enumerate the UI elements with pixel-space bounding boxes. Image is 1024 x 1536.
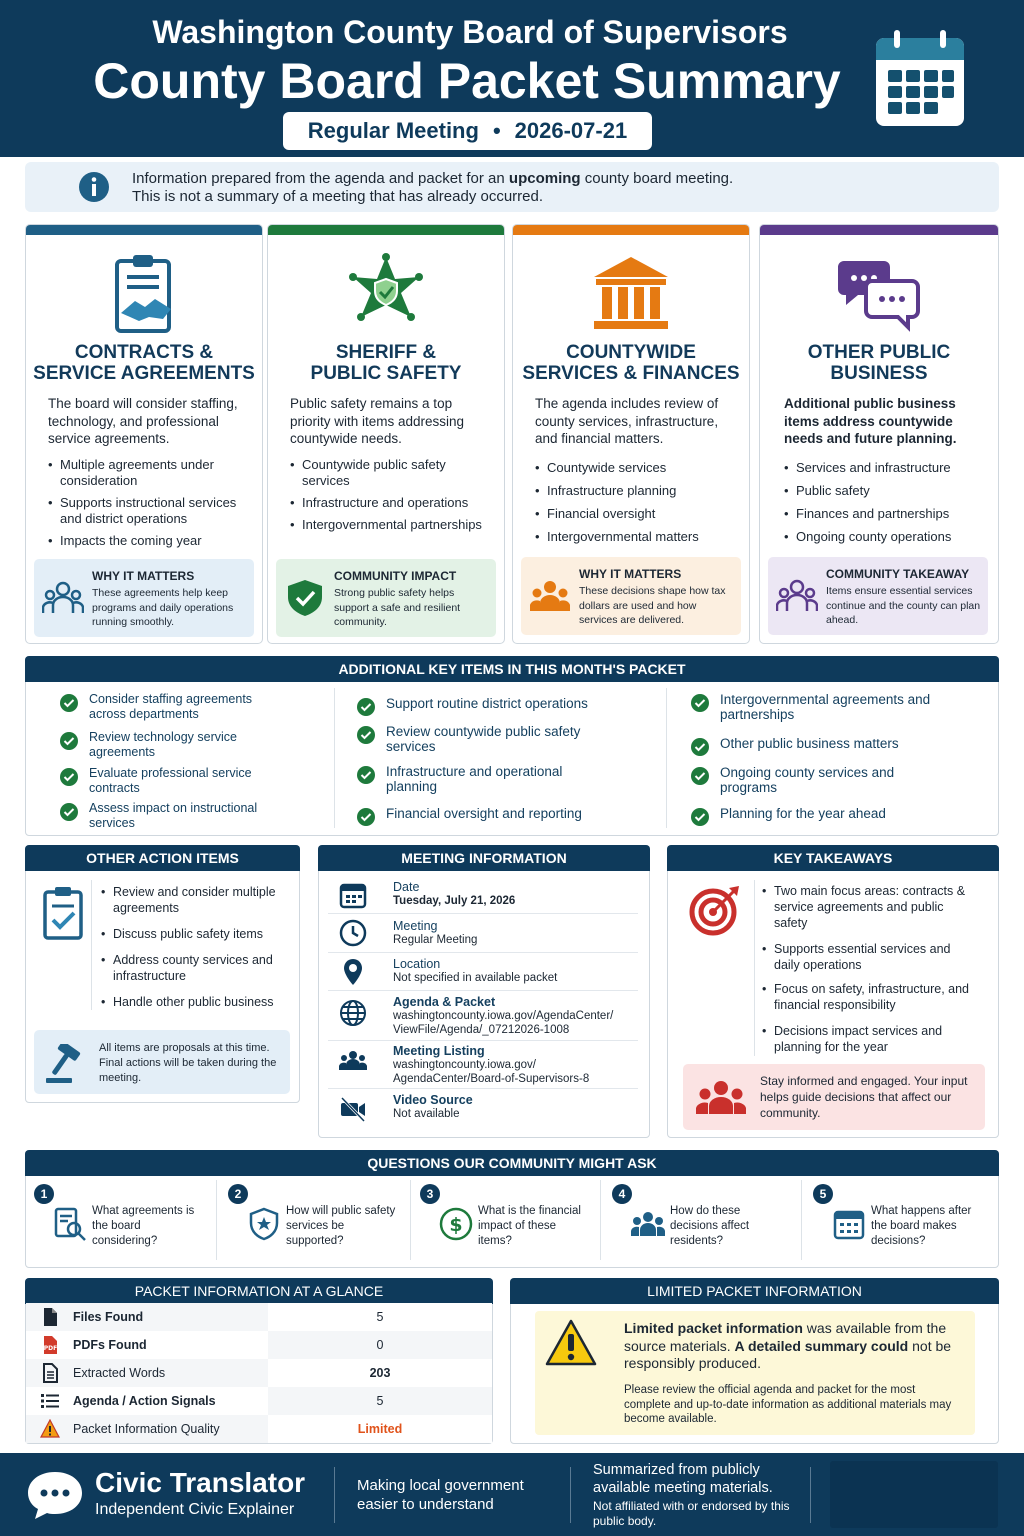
list-item: • Decisions impact services and planning for the year xyxy=(762,1023,972,1055)
question-text: How will public safety services be supported? xyxy=(286,1205,396,1247)
separator xyxy=(328,1088,638,1089)
card-other-business xyxy=(759,224,999,644)
chat-bubbles-icon xyxy=(836,251,922,337)
card-bullets xyxy=(784,460,994,551)
note-title: WHY IT MATTERS xyxy=(92,569,195,583)
card-contracts xyxy=(25,224,263,644)
card-topbar xyxy=(760,225,998,235)
list-item: Intergovernmental agreements and partnerships xyxy=(720,692,950,722)
limited-info-heading: LIMITED PACKET INFORMATION xyxy=(510,1278,999,1304)
takeaway-bullets xyxy=(762,883,972,1065)
calendar-icon xyxy=(338,880,368,910)
header-banner xyxy=(0,0,1024,157)
info-label: Meeting xyxy=(393,919,438,933)
question-number: 3 xyxy=(420,1184,440,1204)
question-text: What agreements is the board considering? xyxy=(92,1205,195,1247)
list-item: Ongoing county services and programs xyxy=(720,765,920,795)
action-note-text: All items are proposals at this time. Final actions will be taken during the meeting. xyxy=(99,1042,277,1084)
list-item: • Countywide services xyxy=(535,460,735,476)
list-item: Planning for the year ahead xyxy=(720,806,970,821)
footer xyxy=(0,1453,1024,1536)
note-text: These decisions shape how tax dollars are used and how services are delivered. xyxy=(579,585,726,626)
list-item: • Intergovernmental partnerships xyxy=(290,517,490,533)
pill-separator: • xyxy=(492,118,501,143)
list-item: • Financial oversight xyxy=(535,506,735,522)
meeting-type-info xyxy=(393,919,477,947)
card-title: OTHER PUBLIC BUSINESS xyxy=(807,342,951,384)
notice-line1-pre: Information prepared from the agenda and packet for an xyxy=(132,170,509,187)
meeting-date-info xyxy=(393,880,515,908)
list-item: • Intergovernmental matters xyxy=(535,529,735,545)
card-description: Additional public business items address countywide needs and future planning. xyxy=(784,396,957,446)
notice-line1-post: county board meeting. xyxy=(580,170,734,187)
table-row xyxy=(26,1331,492,1359)
question-number: 4 xyxy=(612,1184,632,1204)
info-value: Not specified in available packet xyxy=(393,972,558,984)
card-description: The board will consider staffing, technology, and professional service agreements. xyxy=(48,396,238,446)
check-circle-icon xyxy=(59,731,79,751)
list-item: • Infrastructure planning xyxy=(535,483,735,499)
list-item: Review countywide public safety services xyxy=(386,724,586,754)
list-item: Evaluate professional service contracts xyxy=(89,766,289,796)
question-item xyxy=(604,1176,800,1266)
government-building-icon xyxy=(588,251,674,337)
question-item xyxy=(220,1176,410,1266)
table-row xyxy=(26,1415,492,1443)
question-number: 2 xyxy=(228,1184,248,1204)
info-notice xyxy=(25,162,999,212)
row-value: 5 xyxy=(268,1387,492,1415)
question-number: 5 xyxy=(813,1184,833,1204)
list-item: • Public safety xyxy=(784,483,994,499)
gavel-icon xyxy=(44,1044,88,1084)
table-row xyxy=(26,1303,492,1331)
meeting-date: 2026-07-21 xyxy=(514,118,628,143)
people-group-icon xyxy=(42,579,84,617)
divider xyxy=(91,880,92,1010)
list-item: Support routine district operations xyxy=(386,696,636,711)
card-topbar xyxy=(26,225,262,235)
info-label: Meeting Listing xyxy=(393,1044,485,1058)
list-item: • Address county services and infrastructure xyxy=(101,952,291,984)
card-note xyxy=(276,559,496,637)
list-item: • Impacts the coming year xyxy=(48,533,248,549)
info-label: Agenda & Packet xyxy=(393,995,496,1009)
question-item xyxy=(805,1176,997,1266)
question-text: How do these decisions affect residents? xyxy=(670,1205,750,1247)
people-group-icon xyxy=(695,1078,747,1118)
divider xyxy=(216,1180,217,1260)
check-circle-icon xyxy=(690,737,710,757)
note-text: These agreements help keep programs and daily operations running smoothly. xyxy=(92,587,234,628)
file-icon xyxy=(40,1307,60,1327)
check-circle-icon xyxy=(59,802,79,822)
row-label: Extracted Words xyxy=(73,1366,166,1380)
listing-link-line1[interactable]: washingtoncounty.iowa.gov/ xyxy=(393,1059,536,1071)
separator xyxy=(328,952,638,953)
disclaimer-text: Not affiliated with or endorsed by this public body. xyxy=(593,1499,790,1528)
limited-main-text: Limited packet information was available from the source materials. A detailed summary could not be responsibly produced. xyxy=(624,1320,952,1371)
question-text: What happens after the board makes decisions? xyxy=(871,1205,972,1247)
card-countywide-services xyxy=(512,224,750,644)
info-value: Not available xyxy=(393,1108,460,1120)
question-text: What is the financial impact of these items? xyxy=(478,1205,581,1247)
list-item: • Supports instructional services and district operations xyxy=(48,495,248,527)
warning-icon xyxy=(545,1319,597,1367)
list-item: Assess impact on instructional services xyxy=(89,801,289,831)
column-divider xyxy=(334,688,335,828)
list-item: Review technology service agreements xyxy=(89,730,289,760)
list-item: • Multiple agreements under consideration xyxy=(48,457,248,489)
card-note xyxy=(768,557,988,635)
row-label: Agenda / Action Signals xyxy=(73,1394,216,1408)
meeting-pill xyxy=(283,112,652,150)
note-title: WHY IT MATTERS xyxy=(579,567,682,581)
notice-line2: This is not a summary of a meeting that has already occurred. xyxy=(132,188,544,205)
info-label: Video Source xyxy=(393,1093,473,1107)
brand-tagline: Independent Civic Explainer xyxy=(95,1501,295,1518)
check-circle-icon xyxy=(59,767,79,787)
people-group-icon xyxy=(529,577,571,615)
video-off-icon xyxy=(338,1094,368,1124)
info-value: Tuesday, July 21, 2026 xyxy=(393,895,516,907)
sheriff-star-icon xyxy=(343,251,429,337)
divider xyxy=(334,1467,335,1523)
list-item: • Two main focus areas: contracts & service agreements and public safety xyxy=(762,883,972,931)
card-topbar xyxy=(513,225,749,235)
list-item: • Services and infrastructure xyxy=(784,460,994,476)
list-item: Infrastructure and operational planning xyxy=(386,764,606,794)
action-bullets xyxy=(101,884,291,1020)
note-title: COMMUNITY TAKEAWAY xyxy=(826,567,970,581)
people-group-icon xyxy=(630,1206,666,1242)
table-row xyxy=(26,1359,492,1387)
dollar-circle-icon xyxy=(438,1206,474,1242)
questions-heading: QUESTIONS OUR COMMUNITY MIGHT ASK xyxy=(25,1150,999,1176)
card-topbar xyxy=(268,225,504,235)
key-items-heading: ADDITIONAL KEY ITEMS IN THIS MONTH'S PACKET xyxy=(25,656,999,682)
location-pin-icon xyxy=(338,957,368,987)
notice-line1-bold: upcoming xyxy=(508,170,581,187)
column-divider xyxy=(666,688,667,828)
svg-text:$: $ xyxy=(449,1214,463,1236)
list-item: • Discuss public safety items xyxy=(101,926,291,942)
question-number: 1 xyxy=(34,1184,54,1204)
card-description: The agenda includes review of county services, infrastructure, and financial matters. xyxy=(535,396,719,446)
check-circle-icon xyxy=(356,807,376,827)
pdf-file-icon xyxy=(40,1335,60,1355)
info-label: Date xyxy=(393,880,420,894)
takeaway-note xyxy=(683,1064,985,1130)
svg-text:PDF: PDF xyxy=(43,1345,58,1352)
list-item: • Ongoing county operations xyxy=(784,529,994,545)
info-value: Regular Meeting xyxy=(393,934,478,946)
document-text-icon xyxy=(40,1363,60,1383)
list-item: Financial oversight and reporting xyxy=(386,806,636,821)
list-icon xyxy=(40,1391,60,1411)
mission-text: Making local government easier to understand xyxy=(357,1477,524,1513)
separator xyxy=(328,990,638,991)
card-title: COUNTYWIDE SERVICES & FINANCES xyxy=(522,342,740,384)
agenda-link-line1[interactable]: washingtoncounty.iowa.gov/AgendaCenter/ xyxy=(393,1010,614,1022)
check-circle-icon xyxy=(356,725,376,745)
agenda-info xyxy=(393,995,613,1037)
calendar-icon xyxy=(831,1206,867,1242)
target-icon xyxy=(689,884,741,936)
clipboard-check-icon xyxy=(42,886,84,940)
row-label: Packet Information Quality xyxy=(73,1422,220,1436)
card-note xyxy=(521,557,741,635)
key-takeaways-heading: KEY TAKEAWAYS xyxy=(667,845,999,871)
meeting-listing-info xyxy=(393,1044,589,1086)
check-circle-icon xyxy=(356,697,376,717)
card-bullets xyxy=(48,457,248,555)
list-item: • Focus on safety, infrastructure, and financial responsibility xyxy=(762,981,972,1013)
list-item: • Review and consider multiple agreements xyxy=(101,884,291,916)
location-info xyxy=(393,957,557,985)
card-bullets xyxy=(290,457,490,539)
globe-icon xyxy=(338,998,368,1028)
divider xyxy=(801,1180,802,1260)
card-public-safety xyxy=(267,224,505,644)
card-title: SHERIFF & PUBLIC SAFETY xyxy=(310,342,462,384)
meeting-type: Regular Meeting xyxy=(307,118,479,143)
footer-panel xyxy=(830,1461,998,1528)
agenda-link-line2[interactable]: ViewFile/Agenda/_07212026-1008 xyxy=(393,1024,570,1036)
video-source-info xyxy=(393,1093,473,1121)
card-bullets xyxy=(535,460,735,551)
list-item: • Finances and partnerships xyxy=(784,506,994,522)
action-note xyxy=(34,1030,290,1094)
limited-info-panel xyxy=(535,1311,975,1435)
note-text: Strong public safety helps support a safe and resilient community. xyxy=(334,587,461,628)
divider xyxy=(600,1180,601,1260)
divider xyxy=(570,1467,571,1523)
check-circle-icon xyxy=(690,807,710,827)
shield-star-icon xyxy=(246,1206,282,1242)
packet-info-heading: PACKET INFORMATION AT A GLANCE xyxy=(25,1278,493,1304)
warning-icon xyxy=(40,1419,60,1439)
row-label: PDFs Found xyxy=(73,1338,147,1352)
list-item: Other public business matters xyxy=(720,736,970,751)
brand-name: Civic Translator xyxy=(95,1467,306,1498)
separator xyxy=(328,913,638,914)
card-note xyxy=(34,559,254,637)
list-item: • Supports essential services and daily operations xyxy=(762,941,972,973)
divider xyxy=(754,880,755,1056)
meeting-info-heading: MEETING INFORMATION xyxy=(318,845,650,871)
source-text: Summarized from publicly available meeting materials. xyxy=(593,1462,773,1496)
people-group-icon xyxy=(338,1046,368,1076)
document-search-icon xyxy=(52,1206,88,1242)
calendar-icon xyxy=(874,30,966,128)
table-row xyxy=(26,1387,492,1415)
question-item xyxy=(412,1176,602,1266)
question-item xyxy=(26,1176,216,1266)
row-value: 5 xyxy=(268,1303,492,1331)
row-label: Files Found xyxy=(73,1310,144,1324)
list-item: • Infrastructure and operations xyxy=(290,495,490,511)
info-icon xyxy=(78,171,110,203)
list-item: • Countywide public safety services xyxy=(290,457,490,489)
note-text: Items ensure essential services continue and the county can plan ahead. xyxy=(826,585,981,626)
takeaway-note-text: Stay informed and engaged. Your input helps guide decisions that affect our community. xyxy=(760,1074,968,1120)
list-item: Consider staffing agreements across departments xyxy=(89,692,289,722)
notice-text xyxy=(132,170,733,206)
divider xyxy=(410,1180,411,1260)
row-value: 203 xyxy=(268,1359,492,1387)
shield-check-icon xyxy=(284,579,326,617)
card-description: Public safety remains a top priority with items addressing countywide needs. xyxy=(290,396,465,446)
action-items-heading: OTHER ACTION ITEMS xyxy=(25,845,300,871)
separator xyxy=(328,1040,638,1041)
page-title: County Board Packet Summary xyxy=(93,53,841,109)
divider xyxy=(810,1467,811,1523)
check-circle-icon xyxy=(356,765,376,785)
limited-small-text: Please review the official agenda and packet for the most complete and up-to-date information as additional materials may become available. xyxy=(624,1384,952,1425)
quality-value: Limited xyxy=(268,1415,492,1443)
clock-icon xyxy=(338,918,368,948)
organization-name: Washington County Board of Supervisors xyxy=(152,14,788,50)
info-label: Location xyxy=(393,957,441,971)
card-title: CONTRACTS & SERVICE AGREEMENTS xyxy=(33,342,255,384)
listing-link-line2[interactable]: AgendaCenter/Board-of-Supervisors-8 xyxy=(393,1073,590,1085)
check-circle-icon xyxy=(59,693,79,713)
chat-bubble-icon xyxy=(26,1469,84,1521)
check-circle-icon xyxy=(690,766,710,786)
row-value: 0 xyxy=(268,1331,492,1359)
list-item: • Handle other public business xyxy=(101,994,291,1010)
check-circle-icon xyxy=(690,693,710,713)
contract-handshake-icon xyxy=(101,251,187,337)
note-title: COMMUNITY IMPACT xyxy=(334,569,457,583)
people-group-icon xyxy=(776,577,818,615)
